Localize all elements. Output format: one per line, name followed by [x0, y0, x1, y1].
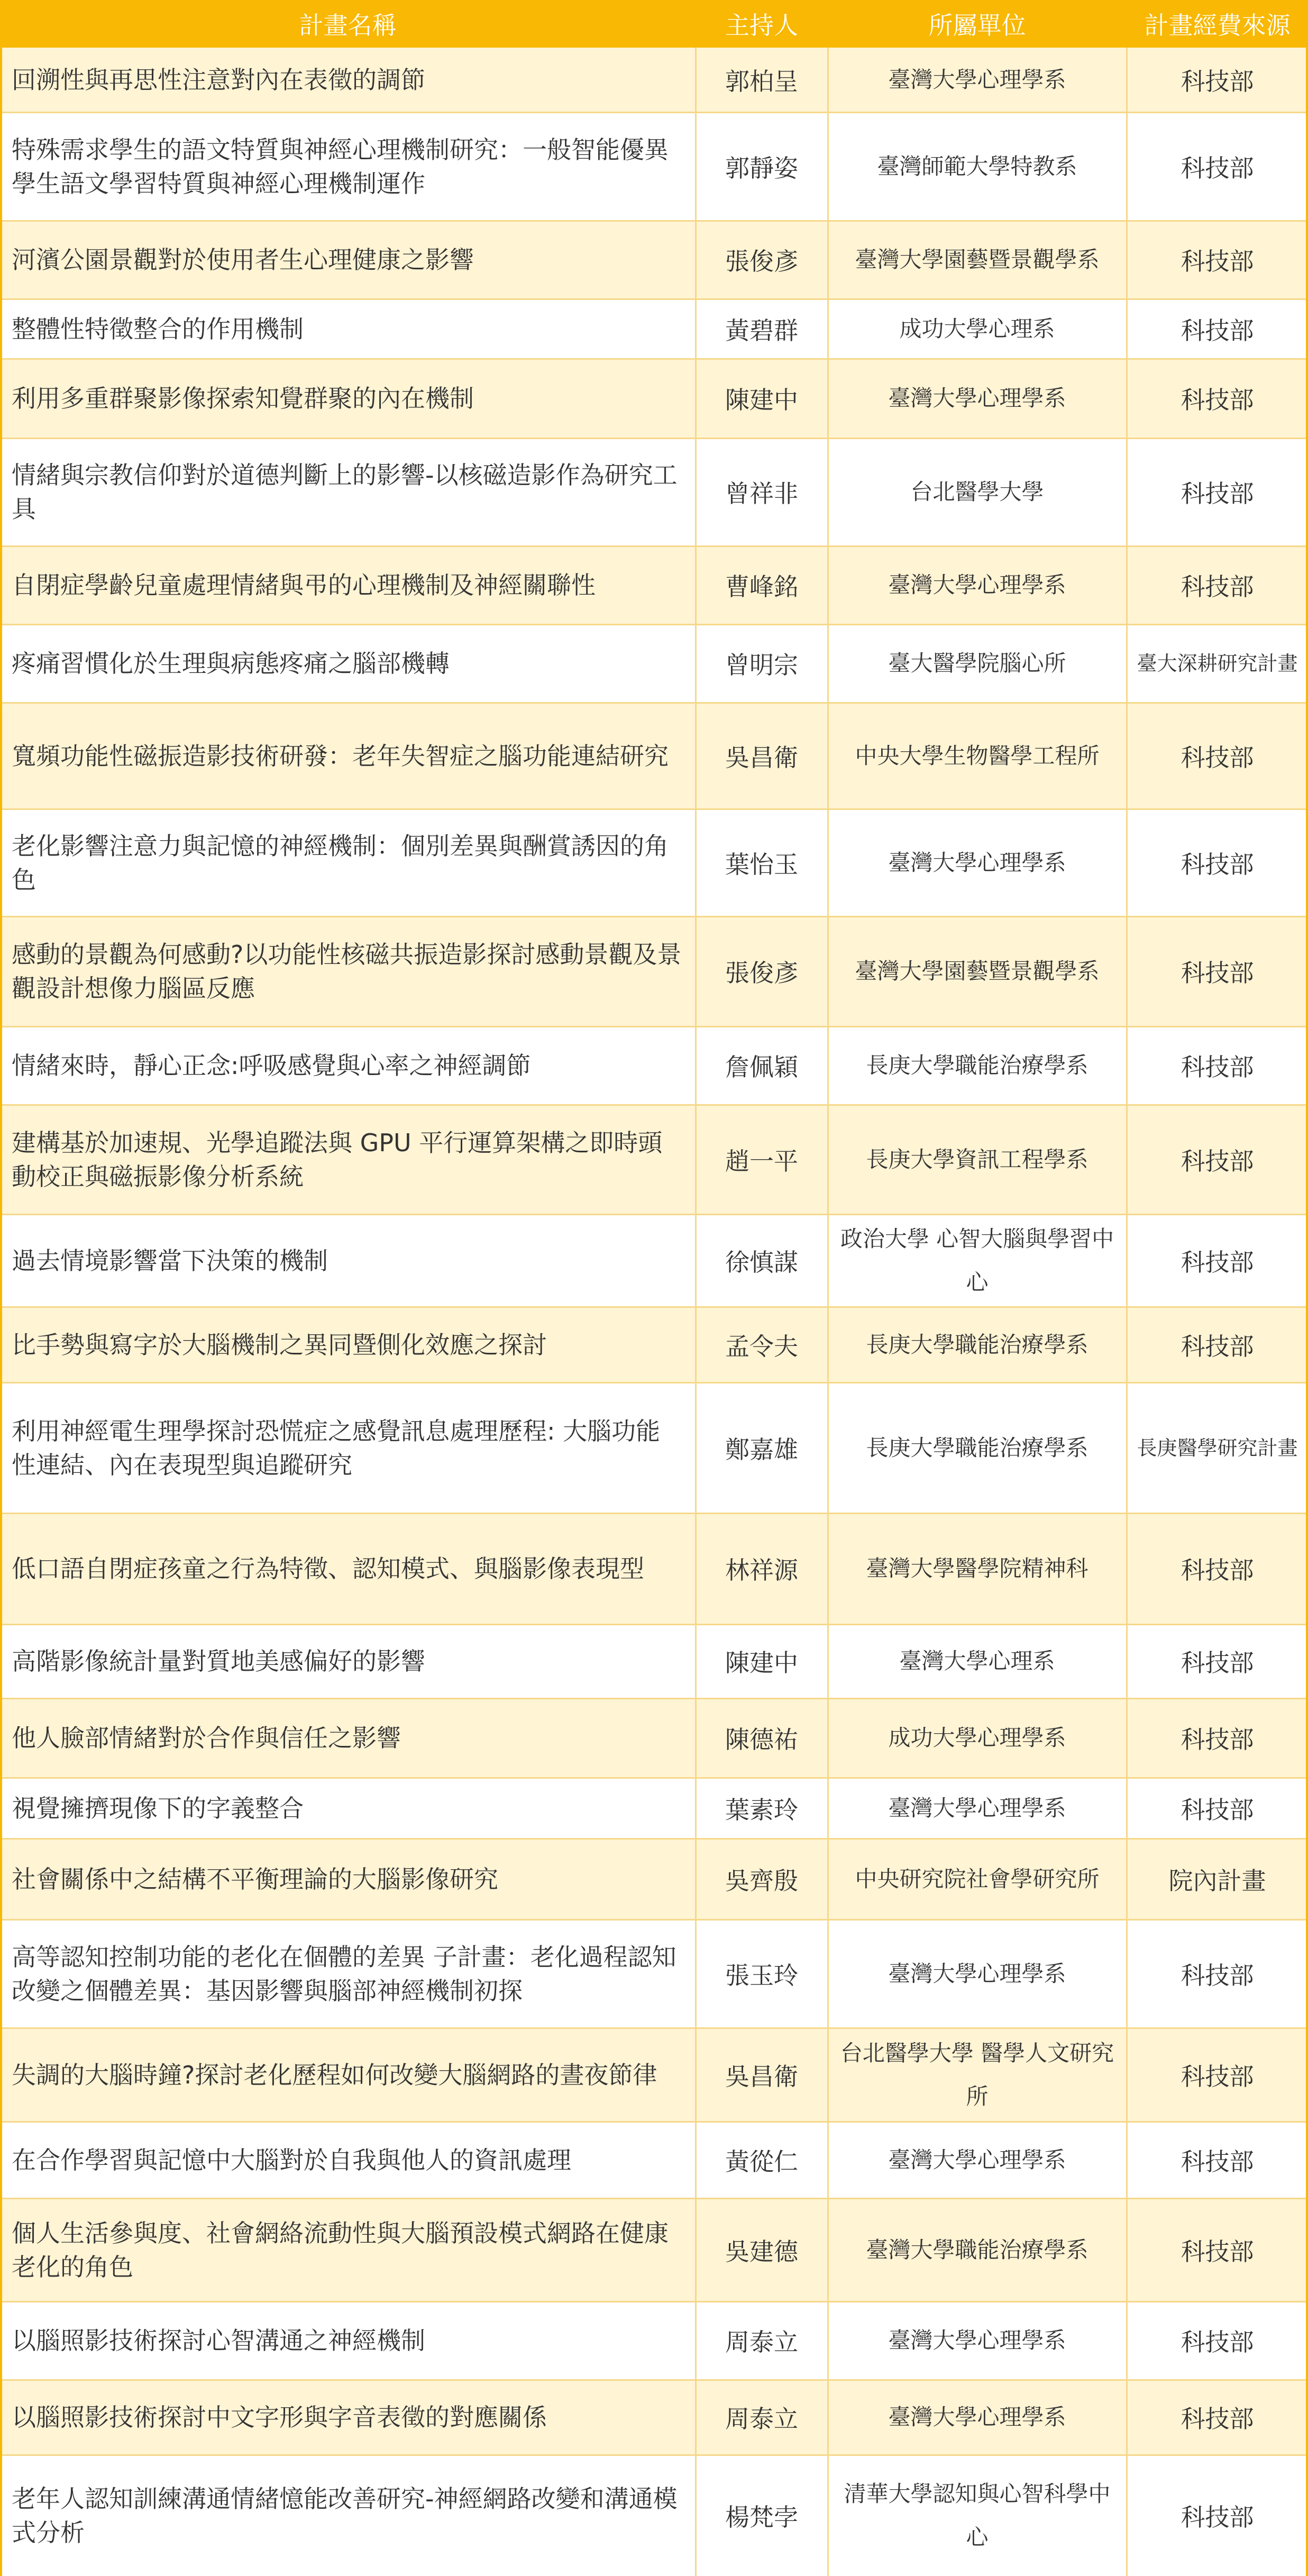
row-divider: [0, 2454, 1308, 2456]
funding-source-cell: 科技部: [1181, 386, 1254, 414]
principal-investigator-cell: 郭靜姿: [725, 153, 798, 183]
table-row: [0, 703, 1308, 809]
table-row: [0, 2455, 1308, 2576]
affiliation-cell: 政治大學 心智大腦與學習中心: [840, 1225, 1114, 1295]
table-row: [0, 2122, 1308, 2198]
funding-source-cell: 科技部: [1181, 2502, 1254, 2532]
affiliation-cell: 臺灣大學心理學系: [888, 2404, 1066, 2430]
table-row: [0, 1513, 1308, 1624]
row-divider: [0, 2121, 1308, 2123]
project-name-cell: 自閉症學齡兒童處理情緒與弔的心理機制及神經關聯性: [12, 571, 596, 599]
table-row: [0, 546, 1308, 624]
column-divider: [1126, 48, 1128, 2576]
principal-investigator-cell: 葉怡玉: [725, 850, 798, 879]
affiliation-cell: 長庚大學職能治療學系: [866, 1434, 1089, 1461]
table-row: [0, 1214, 1308, 1307]
funding-source-cell: 院內計畫: [1168, 1866, 1266, 1895]
funding-source-cell: 科技部: [1181, 2405, 1254, 2433]
table-row: [0, 48, 1308, 112]
header-funding-source: 計畫經費來源: [1144, 11, 1291, 40]
funding-source-cell: 科技部: [1181, 1649, 1254, 1677]
affiliation-cell: 長庚大學職能治療學系: [866, 1331, 1089, 1358]
affiliation-cell: 台北醫學大學 醫學人文研究所: [840, 2040, 1114, 2109]
principal-investigator-cell: 郭柏呈: [725, 67, 798, 96]
project-name-cell: 利用多重群聚影像探索知覺群聚的內在機制: [12, 384, 474, 413]
table-row: [0, 1698, 1308, 1778]
principal-investigator-cell: 葉素玲: [725, 1795, 798, 1824]
row-divider: [0, 438, 1308, 439]
affiliation-cell: 長庚大學資訊工程學系: [866, 1146, 1089, 1172]
affiliation-cell: 臺灣大學園藝暨景觀學系: [855, 247, 1100, 272]
row-divider: [0, 2198, 1308, 2199]
affiliation-cell: 臺灣大學心理學系: [888, 385, 1066, 411]
affiliation-cell: 臺灣大學醫學院精神科: [866, 1555, 1089, 1581]
funding-source-cell: 科技部: [1181, 1146, 1254, 1176]
project-name-cell: 個人生活參與度、社會網絡流動性與大腦預設模式網路在健康老化的角色: [12, 2218, 669, 2281]
principal-investigator-cell: 張俊彥: [725, 959, 798, 987]
funding-source-cell: 科技部: [1181, 1725, 1254, 1754]
funding-source-cell: 科技部: [1181, 850, 1254, 879]
funding-source-cell: 科技部: [1181, 1053, 1254, 1081]
row-divider: [0, 1919, 1308, 1920]
row-divider: [0, 298, 1308, 300]
row-divider: [0, 2379, 1308, 2381]
principal-investigator-cell: 楊梵孛: [725, 2502, 798, 2532]
affiliation-cell: 臺灣大學職能治療學系: [866, 2236, 1089, 2263]
row-divider: [0, 220, 1308, 222]
project-name-cell: 低口語自閉症孩童之行為特徵、認知模式、與腦影像表現型: [12, 1554, 644, 1583]
funding-source-cell: 科技部: [1181, 1795, 1254, 1824]
funding-source-cell: 科技部: [1181, 1332, 1254, 1361]
row-divider: [0, 808, 1308, 810]
table-row: [0, 359, 1308, 438]
project-name-cell: 寬頻功能性磁振造影技術研發：老年失智症之腦功能連結研究: [12, 741, 669, 770]
affiliation-cell: 臺灣師範大學特教系: [877, 153, 1077, 179]
project-name-cell: 以腦照影技術探討中文字形與字音表徵的對應關係: [12, 2403, 547, 2432]
header-principal-investigator: 主持人: [725, 11, 798, 40]
row-divider: [0, 2301, 1308, 2302]
principal-investigator-cell: 周泰立: [725, 2328, 798, 2356]
project-name-cell: 情緒來時，靜心正念:呼吸感覺與心率之神經調節: [12, 1051, 531, 1080]
table-row: [0, 1838, 1308, 1919]
affiliation-cell: 臺大醫學院腦心所: [888, 650, 1066, 676]
affiliation-cell: 長庚大學職能治療學系: [866, 1052, 1089, 1078]
affiliation-cell: 臺灣大學心理學系: [888, 849, 1066, 876]
table-border: [1306, 0, 1308, 2576]
table-row: [0, 2198, 1308, 2301]
project-name-cell: 河濱公園景觀對於使用者生心理健康之影響: [12, 245, 474, 274]
funding-source-cell: 科技部: [1181, 1556, 1254, 1585]
project-name-cell: 比手勢與寫字於大腦機制之異同暨側化效應之探討: [12, 1330, 547, 1359]
project-name-cell: 以腦照影技術探討心智溝通之神經機制: [12, 2326, 425, 2355]
principal-investigator-cell: 趙一平: [725, 1146, 798, 1176]
header-project-name: 計畫名稱: [299, 11, 397, 40]
funding-source-cell: 科技部: [1181, 153, 1254, 183]
table-row: [0, 916, 1308, 1026]
funding-source-cell: 科技部: [1181, 572, 1254, 601]
affiliation-cell: 成功大學心理學系: [888, 1725, 1066, 1751]
affiliation-cell: 成功大學心理系: [899, 315, 1055, 342]
project-name-cell: 失調的大腦時鐘?探討老化歷程如何改變大腦網路的晝夜節律: [12, 2060, 657, 2089]
funding-source-cell: 科技部: [1181, 1961, 1254, 1990]
row-divider: [0, 1104, 1308, 1106]
table-row: [0, 809, 1308, 916]
project-name-cell: 老年人認知訓練溝通情緒憶能改善研究-神經網路改變和溝通模式分析: [12, 2484, 678, 2547]
table-row: [0, 438, 1308, 546]
table-row: [0, 299, 1308, 359]
project-name-cell: 特殊需求學生的語文特質與神經心理機制研究：一般智能優異學生語文學習特質與神經心理機制運作: [12, 135, 669, 198]
principal-investigator-cell: 孟令夫: [725, 1332, 798, 1361]
project-name-cell: 情緒與宗教信仰對於道德判斷上的影響-以核磁造影作為研究工具: [12, 461, 678, 523]
funding-source-cell: 科技部: [1181, 2237, 1254, 2266]
affiliation-cell: 台北醫學大學: [910, 479, 1044, 505]
affiliation-cell: 臺灣大學心理學系: [888, 2146, 1066, 2173]
row-divider: [0, 916, 1308, 917]
project-name-cell: 高階影像統計量對質地美感偏好的影響: [12, 1647, 425, 1676]
affiliation-cell: 臺灣大學心理系: [899, 1648, 1055, 1674]
principal-investigator-cell: 林祥源: [725, 1556, 798, 1585]
funding-source-cell: 長庚醫學研究計畫: [1137, 1436, 1298, 1460]
principal-investigator-cell: 吳齊殷: [725, 1866, 798, 1895]
project-name-cell: 視覺擁擠現像下的字義整合: [12, 1794, 304, 1823]
table-row: [0, 1382, 1308, 1513]
affiliation-cell: 臺灣大學心理學系: [888, 1795, 1066, 1821]
affiliation-cell: 臺灣大學心理學系: [888, 572, 1066, 598]
row-divider: [0, 1306, 1308, 1308]
row-divider: [0, 545, 1308, 547]
principal-investigator-cell: 曹峰銘: [725, 572, 798, 601]
funding-source-cell: 科技部: [1181, 2147, 1254, 2176]
principal-investigator-cell: 吳昌衛: [725, 743, 798, 772]
affiliation-cell: 臺灣大學心理學系: [888, 1960, 1066, 1987]
affiliation-cell: 中央大學生物醫學工程所: [855, 742, 1100, 769]
principal-investigator-cell: 張俊彥: [725, 247, 798, 276]
principal-investigator-cell: 黃從仁: [725, 2147, 798, 2176]
table-row: [0, 1919, 1308, 2028]
table-row: [0, 1624, 1308, 1698]
project-name-cell: 老化影響注意力與記憶的神經機制：個別差異與酬賞誘因的角色: [12, 831, 669, 894]
row-divider: [0, 1624, 1308, 1625]
principal-investigator-cell: 黃碧群: [725, 316, 798, 345]
funding-source-cell: 科技部: [1181, 1248, 1254, 1277]
row-divider: [0, 112, 1308, 113]
principal-investigator-cell: 陳德祐: [725, 1725, 798, 1754]
table-row: [0, 2380, 1308, 2455]
funding-source-cell: 科技部: [1181, 479, 1254, 508]
project-name-cell: 高等認知控制功能的老化在個體的差異 子計畫：老化過程認知改變之個體差異：基因影響與腦部神經機制初探: [12, 1942, 676, 2005]
funding-source-cell: 科技部: [1181, 247, 1254, 276]
project-name-cell: 疼痛習慣化於生理與病態疼痛之腦部機轉: [12, 649, 450, 678]
principal-investigator-cell: 周泰立: [725, 2405, 798, 2433]
affiliation-cell: 臺灣大學心理學系: [888, 67, 1066, 93]
table-row: [0, 1026, 1308, 1105]
row-divider: [0, 1698, 1308, 1699]
affiliation-cell: 中央研究院社會學研究所: [855, 1865, 1100, 1892]
funding-source-cell: 科技部: [1181, 743, 1254, 772]
row-divider: [0, 1838, 1308, 1840]
funding-source-cell: 臺大深耕研究計畫: [1137, 652, 1298, 675]
row-divider: [0, 1026, 1308, 1027]
project-name-cell: 整體性特徵整合的作用機制: [12, 314, 304, 343]
funding-source-cell: 科技部: [1181, 2328, 1254, 2356]
row-divider: [0, 1777, 1308, 1779]
project-name-cell: 感動的景觀為何感動?以功能性核磁共振造影探討感動景觀及景觀設計想像力腦區反應: [12, 940, 682, 1003]
header-affiliation: 所屬單位: [928, 11, 1026, 40]
row-divider: [0, 358, 1308, 360]
principal-investigator-cell: 徐慎謀: [725, 1248, 798, 1277]
principal-investigator-cell: 張玉玲: [725, 1961, 798, 1990]
table-row: [0, 112, 1308, 221]
row-divider: [0, 2027, 1308, 2029]
table-row: [0, 221, 1308, 299]
principal-investigator-cell: 吳建德: [725, 2237, 798, 2266]
column-divider: [827, 48, 829, 2576]
row-divider: [0, 1382, 1308, 1383]
table-row: [0, 2301, 1308, 2380]
table-border: [0, 0, 2, 2576]
row-divider: [0, 624, 1308, 625]
funding-source-cell: 科技部: [1181, 316, 1254, 345]
principal-investigator-cell: 曾明宗: [725, 651, 798, 679]
principal-investigator-cell: 吳昌衛: [725, 2062, 798, 2091]
project-name-cell: 在合作學習與記憶中大腦對於自我與他人的資訊處理: [12, 2145, 571, 2174]
project-name-cell: 過去情境影響當下決策的機制: [12, 1246, 328, 1275]
project-name-cell: 利用神經電生理學探討恐慌症之感覺訊息處理歷程: 大腦功能性連結、內在表現型與追蹤研究: [12, 1416, 661, 1479]
table-row: [0, 624, 1308, 703]
row-divider: [0, 1513, 1308, 1514]
principal-investigator-cell: 鄭嘉雄: [725, 1435, 798, 1464]
funding-source-cell: 科技部: [1181, 67, 1254, 96]
table-row: [0, 1105, 1308, 1214]
principal-investigator-cell: 曾祥非: [725, 479, 798, 508]
table-header-row: [0, 0, 1308, 48]
principal-investigator-cell: 陳建中: [725, 1649, 798, 1677]
affiliation-cell: 清華大學認知與心智科學中心: [844, 2480, 1111, 2550]
table-row: [0, 1778, 1308, 1838]
project-name-cell: 他人臉部情緒對於合作與信任之影響: [12, 1724, 401, 1752]
table-row: [0, 2028, 1308, 2122]
affiliation-cell: 臺灣大學園藝暨景觀學系: [855, 958, 1100, 984]
project-name-cell: 建構基於加速規、光學追蹤法與 GPU 平行運算架構之即時頭動校正與磁振影像分析系統: [12, 1128, 663, 1191]
principal-investigator-cell: 詹佩穎: [725, 1053, 798, 1081]
column-divider: [695, 48, 697, 2576]
funding-source-cell: 科技部: [1181, 959, 1254, 987]
project-name-cell: 回溯性與再思性注意對內在表徵的調節: [12, 66, 425, 94]
project-name-cell: 社會關係中之結構不平衡理論的大腦影像研究: [12, 1864, 498, 1894]
row-divider: [0, 702, 1308, 704]
row-divider: [0, 1214, 1308, 1215]
funding-source-cell: 科技部: [1181, 2062, 1254, 2091]
affiliation-cell: 臺灣大學心理學系: [888, 2327, 1066, 2353]
principal-investigator-cell: 陳建中: [725, 386, 798, 414]
table-row: [0, 1307, 1308, 1382]
